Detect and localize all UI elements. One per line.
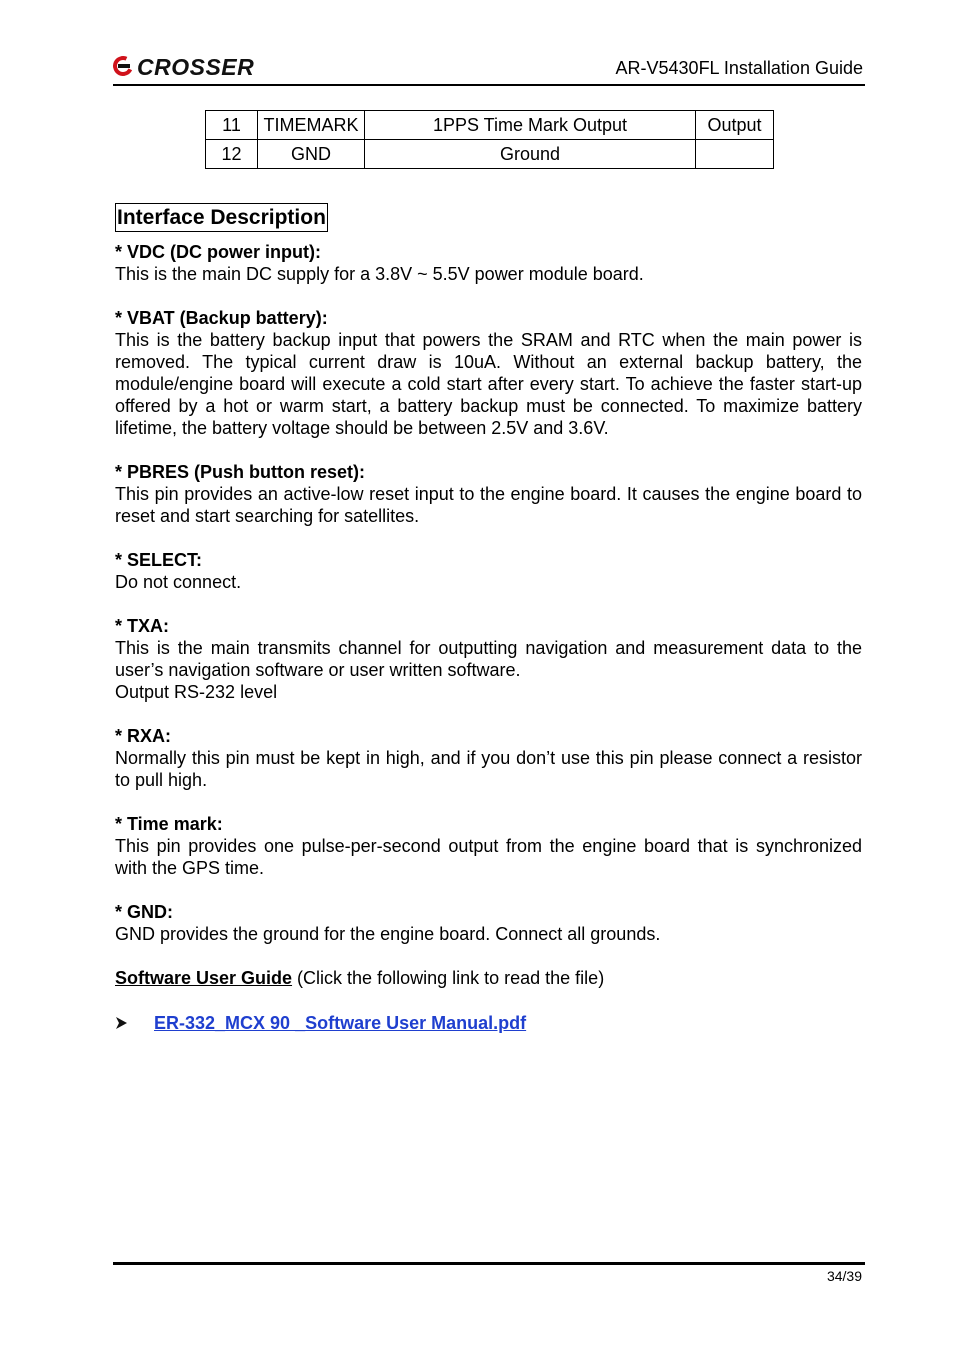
item-body: Normally this pin must be kept in high, and if you don’t use this pin please connect a resistor to pull high.	[115, 748, 862, 790]
item-body: This is the main transmits channel for outputting navigation and measurement data to the user’s navigation software or user written software.	[115, 638, 862, 680]
section-title: Interface Description	[115, 203, 328, 232]
pin-name: GND	[258, 140, 365, 169]
item-title: * PBRES (Push button reset):	[115, 462, 366, 482]
software-guide-note: (Click the following link to read the file)	[292, 968, 605, 988]
interface-item-select	[115, 549, 862, 593]
item-title: * SELECT:	[115, 550, 203, 570]
item-body: This is the battery backup input that powers the SRAM and RTC when the main power is removed. The typical current draw is 10uA. Without an external backup battery, the module/engine board will execute a cold start after every start. To achieve the faster start-up offered by a hot or warm start, a battery backup must be connected. To maximize battery lifetime, the battery voltage should be between 2.5V and 3.6V.	[115, 330, 862, 438]
interface-item-rxa	[115, 725, 862, 791]
item-title: * VDC (DC power input):	[115, 242, 321, 262]
item-body-note: Output RS-232 level	[115, 682, 278, 702]
item-title: * TXA:	[115, 616, 169, 636]
item-body: Do not connect.	[115, 572, 242, 592]
pin-direction	[696, 140, 774, 169]
item-title: * Time mark:	[115, 814, 223, 834]
pin-description: Ground	[365, 140, 696, 169]
pin-table	[205, 110, 774, 169]
pin-number: 11	[206, 111, 258, 140]
item-body: This pin provides an active-low reset input to the engine board. It causes the engine board to reset and start searching for satellites.	[115, 484, 862, 526]
footer-divider	[113, 1262, 865, 1265]
crosser-logo	[113, 53, 254, 81]
table-row	[206, 140, 774, 169]
page-content	[115, 203, 862, 1034]
pin-number: 12	[206, 140, 258, 169]
software-manual-link[interactable]: ER-332_MCX 90 _Software User Manual.pdf	[154, 1013, 527, 1033]
interface-item-txa	[115, 615, 862, 703]
interface-item-time-mark	[115, 813, 862, 879]
item-title: * VBAT (Backup battery):	[115, 308, 328, 328]
interface-item-vbat	[115, 307, 862, 439]
item-title: * RXA:	[115, 726, 172, 746]
software-guide-label: Software User Guide	[115, 968, 293, 988]
crosser-logo-icon	[113, 54, 139, 80]
logo-text: CROSSER	[137, 53, 255, 80]
pin-direction: Output	[696, 111, 774, 140]
pin-description: 1PPS Time Mark Output	[365, 111, 696, 140]
page-number: 34/39	[826, 1268, 862, 1284]
item-title: * GND:	[115, 902, 173, 922]
document-title: AR-V5430FL Installation Guide	[615, 58, 863, 78]
interface-item-vdc	[115, 241, 862, 285]
table-row	[206, 111, 774, 140]
page-header	[113, 50, 865, 86]
item-body: This is the main DC supply for a 3.8V ~ 5.5V power module board.	[115, 264, 644, 284]
item-body: GND provides the ground for the engine board. Connect all grounds.	[115, 924, 661, 944]
software-guide	[115, 967, 862, 989]
arrow-bullet-icon	[115, 1012, 130, 1034]
item-body: This pin provides one pulse-per-second output from the engine board that is synchronized with the GPS time.	[115, 836, 862, 878]
interface-item-pbres	[115, 461, 862, 527]
interface-item-gnd	[115, 901, 862, 945]
pin-name: TIMEMARK	[258, 111, 365, 140]
file-link-row	[115, 1012, 862, 1034]
